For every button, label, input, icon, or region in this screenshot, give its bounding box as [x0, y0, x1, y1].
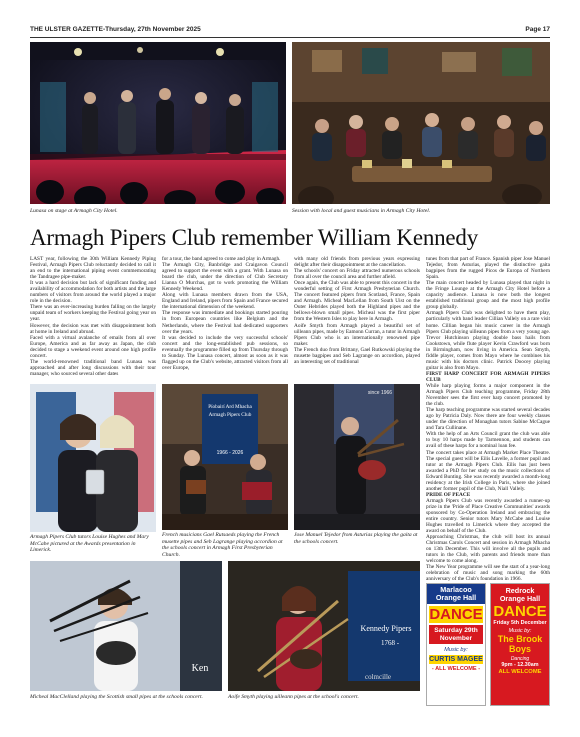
- photo-aoife-uilleann: [228, 561, 420, 691]
- paragraph: The response was immediate and bookings started pouring in from European countries like Belgium and the Netherlands, where the Festival had dedicated supporters over the years.: [162, 310, 288, 335]
- paragraph: tunes from that part of France. Spanish piper Jose Manuel Tejedor, from Asturias, played the distinctive gaita bagpipes from the rugged Picos de Europa of Northern Spain.: [426, 256, 550, 281]
- banner-since: since 1966: [367, 390, 393, 396]
- paragraph: It was a hard decision but lack of significant funding and availability of accommodation for both artists and the large numbers of visitors from around the world played a major role in the decision.: [30, 280, 156, 305]
- masthead-paper-date: THE ULSTER GAZETTE-Thursday, 27th November 2025: [30, 26, 201, 33]
- photo-michael-smallpipes-image: [30, 561, 222, 691]
- paragraph: for a tour, the band agreed to come and play in Armagh.: [162, 256, 281, 262]
- paragraph: However, the decision was met with disappointment both at home in Ireland and abroad.: [30, 322, 156, 335]
- ad-marlacoo-music-by: Music by:: [444, 647, 468, 654]
- ad-marlacoo-band: CURTIS MAGEE: [429, 656, 483, 664]
- ad-marlacoo-dance-title: DANCE: [429, 606, 483, 623]
- photo-tejedor-image: [294, 384, 420, 530]
- ad-marlacoo-date: [429, 625, 483, 644]
- ad-redrock-header: [491, 584, 549, 604]
- ad-redrock-welcome: ALL WELCOME: [498, 669, 542, 675]
- photo-aoife-uilleann-image: [228, 561, 420, 691]
- caption-french-musicians: French musicians Gael Rutsaeds playing the French musette pipes and Seb Lagrange playing accordion at the schools concert in Armagh First Presbyterian Church.: [162, 532, 283, 558]
- photo-tutors-award: [30, 384, 156, 532]
- paragraph: The world-renowned traditional band Lunasa was approached and after long discussions with their tour manager, who sourced several other dates: [30, 358, 156, 377]
- masthead: [30, 26, 550, 36]
- caption-tejedor: Jose Manuel Tejedor from Asturias playing the gaita at the schools concert.: [294, 532, 418, 545]
- paragraph: The Armagh City, Banbridge and Craigavon Council agreed to support the event with a grant. With Lunasa on board the club, under the direction of Club Secretary Lianna O Murchas, got to work promoting the William Kennedy Weekend.: [162, 262, 288, 293]
- masthead-page-number: Page 17: [525, 26, 550, 33]
- photo-french-musicians: [162, 384, 288, 530]
- ad-marlacoo-date-line1: Saturday 29th: [434, 627, 478, 634]
- subheading-pride-of-peace: PRIDE OF PEACE: [426, 491, 471, 498]
- paragraph: Faced with a virtual avalanche of emails from all over Europe, America and as far away as Japan, the club decided to stage a weekend event around one high profile concert.: [30, 334, 156, 359]
- banner-year: 1768 -: [380, 639, 400, 647]
- ad-marlacoo-header: [427, 584, 485, 604]
- ad-marlacoo-dance: [426, 583, 486, 706]
- paragraph: While harp playing forms a major component in the Armagh Pipers Club teaching programme, Friday 28th November sees the first ever harp concert promoted by the club.: [426, 382, 550, 408]
- ad-redrock-band: [491, 634, 549, 654]
- paragraph: Along with Lunasa members drawn from the USA, England and Ireland, pipers from Spain and France secured the international dimension of the weekend.: [162, 292, 288, 311]
- caption-session: Session with local and guest musicians in Armagh City Hotel.: [292, 208, 431, 214]
- paragraph: There was an ever-increasing burden falling on the largely unpaid team of workers keeping the Festival going year on year.: [30, 304, 156, 323]
- paragraph: The main concert headed by Lunasa played that night in the Fringe Lounge at the Armagh City Hotel before a capacity audience. Lunasa is now both the longest established traditional group and the most high profile group globally.: [426, 280, 550, 311]
- ad-marlacoo-date-line2: November: [439, 634, 473, 642]
- banner-colmcille: colmcille: [364, 673, 392, 681]
- banner-english: Armagh Pipers Club: [208, 412, 252, 418]
- ad-redrock-time: 9pm - 12.30am: [501, 662, 539, 668]
- photo-tejedor: [294, 384, 420, 530]
- caption-michael: Micheal MacClelland playing the Scottish small pipes at the schools concert.: [30, 694, 203, 700]
- ad-redrock-dance: [490, 583, 550, 706]
- banner-ken: Ken: [191, 663, 209, 674]
- ad-redrock-band-line1: The Brook: [497, 634, 543, 644]
- paragraph: with many old friends from previous years expressing delight after their disappointment at the cancellation.: [294, 256, 420, 269]
- paragraph: The New Year programme will see the start of a year-long celebration of music and song marking the 60th anniversary of the Club's foundation in 1966.: [426, 564, 550, 583]
- photo-lunasa-stage-image: [30, 42, 286, 204]
- caption-aoife: Aoife Smyth playing uilleann pipes at the school's concert.: [228, 694, 359, 700]
- photo-session-image: [292, 42, 550, 204]
- photo-lunasa-stage: [30, 42, 286, 204]
- paragraph: The schools' concert on Friday attracted numerous schools from all over the council area and further afield.: [294, 268, 420, 281]
- paragraph: Approaching Christmas, the club will host its annual Christmas Carols Concert and session in Armagh Mhacha on 13th December. This will involve all the pupils and tutors in the Club, with parents and friends more than welcome to come along.: [426, 534, 550, 565]
- paragraph: The concert takes place at Armagh Market Place Theatre. The special guest will be Eilis Lavelle, a former pupil and tutor at the Armagh Pipers Club. Eilis has just been awarded a PhD for her study on the music collections of Edward Bunting. She was recently awarded a month-long residency at the Irish College in Paris, where she joined another former pupil of the Club, Niall Vallely.: [426, 449, 550, 492]
- photo-session: [292, 42, 550, 204]
- paragraph: Once again, the Club was able to present this concert in the wonderful setting of First Armagh Presbyterian Church. The concert featured pipers from Scotland, France, Spain and Armagh. Micheal MacLellan from South Uist on the Outer Hebrides played both the Highland pipes and the bellows-blown small pipes. Micheal was the first piper from the Western Isles to play here in Armagh.: [294, 280, 420, 323]
- ad-marlacoo-hall: Orange Hall: [435, 593, 477, 602]
- ad-redrock-date: Friday 5th December: [493, 620, 547, 626]
- photo-tutors-award-image: [30, 384, 156, 532]
- photo-michael-smallpipes: [30, 561, 222, 691]
- caption-tutors: Armagh Pipers Club tutors Louise Hughes and Mary McCabe pictured at the Awards presentation in Limerick.: [30, 534, 149, 554]
- ad-redrock-band-line2: Boys: [508, 644, 531, 654]
- masthead-rule: [30, 37, 550, 38]
- ad-redrock-hall: Orange Hall: [499, 594, 541, 603]
- ad-redrock-name: Redrock: [505, 586, 535, 595]
- article-column-2: [162, 256, 288, 371]
- paragraph: The French duo from Brittany, Gael Rutkowski playing the musette bagpipes and Seb Lagrange on accordion, played an interesting set of traditional: [294, 346, 420, 365]
- paragraph: Armagh Pipers Club was recently awarded a runner-up prize in the 'Pride of Place Creative Communities' awards sponsored by Co-Operation Ireland and embracing the entire country. Senior tutors Mary McCabe and Louise Hughes travelled to Limerick where they accepted the award on behalf of the Club.: [426, 497, 550, 535]
- article-column-1: [30, 256, 156, 377]
- ad-redrock-music-by: Music by:: [508, 628, 532, 634]
- ad-redrock-time-label: Dancing: [510, 656, 530, 662]
- photo-french-musicians-image: [162, 384, 288, 530]
- subheading-harp-concert: FIRST HARP CONCERT FOR ARMAGH PIPERS CLUB: [426, 370, 550, 383]
- ad-marlacoo-welcome: - ALL WELCOME -: [431, 666, 481, 673]
- paragraph: LAST year, following the 30th William Kennedy Piping Festival, Armagh Pipers Club reluctantly decided to call it an end to the international piping event commemorating the Tandragee pipe-maker.: [30, 256, 156, 281]
- article-column-3: [294, 256, 420, 365]
- ad-redrock-dance-title: DANCE: [493, 603, 547, 620]
- banner-years: 1966 - 2026: [216, 450, 244, 456]
- banner-irish: Píobairí Ard Mhacha: [208, 404, 252, 410]
- paragraph: Armagh Pipers Club was delighted to have them play, particularly with band leader Cillian Vallely on a rare visit home. Cillian began his music career in the Armagh Pipers Club playing uilleann pipes from a very young age. Trevor Hutchinson playing double bass hails from Cookstown, while flute player Kevin Crawford was born in Birmingham, now living in America. Sean Smyth, fiddle player, comes from Mayo where he combines his music with his doctors clinic. Patrick Doocey playing guitar is also from Mayo.: [426, 310, 550, 371]
- article-headline: Armagh Pipers Club remember William Kennedy: [30, 225, 479, 250]
- caption-lunasa: Lunasa on stage at Armagh City Hotel.: [30, 208, 118, 214]
- paragraph: The harp teaching programme was started several decades ago by Patricia Daly. Now there are four weekly classes under the direction of Monaghan tutors Sabine McCague and Tara Cullinane.: [426, 407, 550, 432]
- paragraph: Aoife Smyth from Armagh played a beautiful set of uilleann pipes, made by Eamonn Curran, a tutor in Armagh Pipers Club who is an internationally renowned pipe maker.: [294, 322, 420, 347]
- ad-marlacoo-name: Marlacoo: [440, 585, 472, 594]
- article-column-4: [426, 256, 550, 583]
- paragraph: It was decided to include the very successful schools' concert and the long-established pub sessions, so eventually the programme filled up from Thursday through to Sunday. The Lunasa concert, almost as soon as it was flagged up on the Club's website, attracted visitors from all over Europe,: [162, 334, 288, 371]
- paragraph: With the help of an Arts Council grant the club was able to buy 10 harps made by Tarmennon, and students can avail of these harps for a nominal loan fee.: [426, 431, 550, 450]
- banner-kennedy-pipers: Kennedy Pipers: [360, 624, 412, 633]
